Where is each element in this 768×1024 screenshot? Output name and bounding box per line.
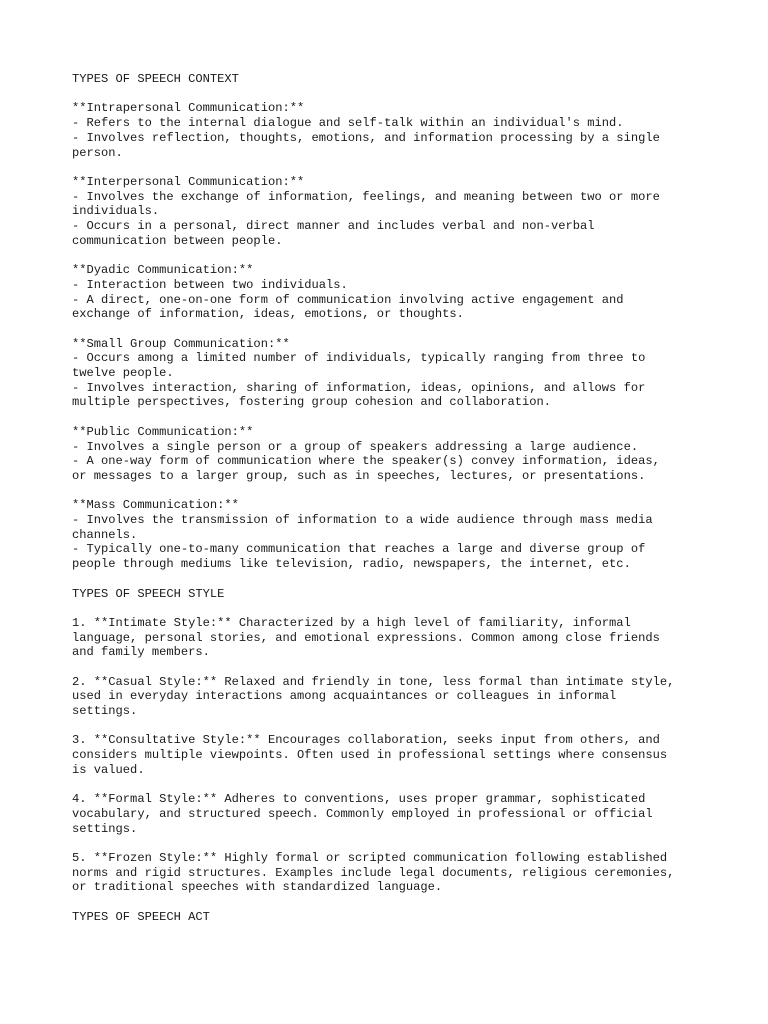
context-point: - Occurs in a personal, direct manner and includes verbal and non-verbal communication between people. [72,219,595,248]
style-item-casual: 2. **Casual Style:** Relaxed and friendly in tone, less formal than intimate style, used in everyday interactions among acquaintances or colleagues in informal settings. [72,674,675,719]
context-title: **Small Group Communication:** [72,336,290,351]
context-point: - A direct, one-on-one form of communication involving active engagement and exchange of information, ideas, emotions, or thoughts. [72,292,624,322]
document-body [72,72,712,925]
style-item-frozen: 5. **Frozen Style:** Highly formal or scripted communication following established norms and rigid structures. Examples include legal documents, religious ceremonies, or traditional speeches with standardized language. [72,851,675,895]
context-intrapersonal [72,101,712,160]
context-point: - A one-way form of communication where the speaker(s) convey information, ideas, or messages to a larger group, such as in speeches, lectures, or presentations. [72,454,660,483]
context-title: **Mass Communication:** [72,498,239,513]
style-item-formal: 4. **Formal Style:** Adheres to conventions, uses proper grammar, sophisticated vocabulary, and structured speech. Commonly employed in professional or official settings. [72,792,653,836]
context-point: - Involves the exchange of information, feelings, and meaning between two or more individuals. [72,189,660,219]
context-interpersonal [72,175,712,249]
style-item-consultative: 3. **Consultative Style:** Encourages collaboration, seeks input from others, and considers multiple viewpoints. Often used in professional settings where consensus is valued. [72,733,668,777]
context-point: - Typically one-to-many communication that reaches a large and diverse group of people through mediums like television, radio, newspapers, the internet, etc. [72,542,646,572]
context-title: **Interpersonal Communication:** [72,174,305,189]
context-public [72,425,712,484]
section-heading-speech-act: TYPES OF SPEECH ACT [72,909,210,924]
context-title: **Dyadic Communication:** [72,263,254,278]
context-point: - Involves interaction, sharing of information, ideas, opinions, and allows for multiple perspectives, fostering group cohesion and collaboration. [72,380,646,410]
context-point: - Involves a single person or a group of speakers addressing a large audience. [72,439,639,454]
context-point: - Interaction between two individuals. [72,277,348,292]
context-point: - Occurs among a limited number of individuals, typically ranging from three to twelve people. [72,351,646,380]
context-small-group [72,337,712,411]
section-heading-speech-context: TYPES OF SPEECH CONTEXT [72,72,239,86]
section-heading-speech-style: TYPES OF SPEECH STYLE [72,586,225,601]
context-title: **Intrapersonal Communication:** [72,101,305,116]
context-point: - Refers to the internal dialogue and self-talk within an individual's mind. [72,116,624,131]
context-title: **Public Communication:** [72,424,254,439]
context-mass [72,498,712,572]
context-point: - Involves reflection, thoughts, emotions, and information processing by a single person. [72,130,660,160]
context-dyadic [72,263,712,322]
context-point: - Involves the transmission of information to a wide audience through mass media channels. [72,513,653,542]
style-item-intimate: 1. **Intimate Style:** Characterized by a high level of familiarity, informal language, personal stories, and emotional expressions. Common among close friends and family members. [72,615,660,660]
